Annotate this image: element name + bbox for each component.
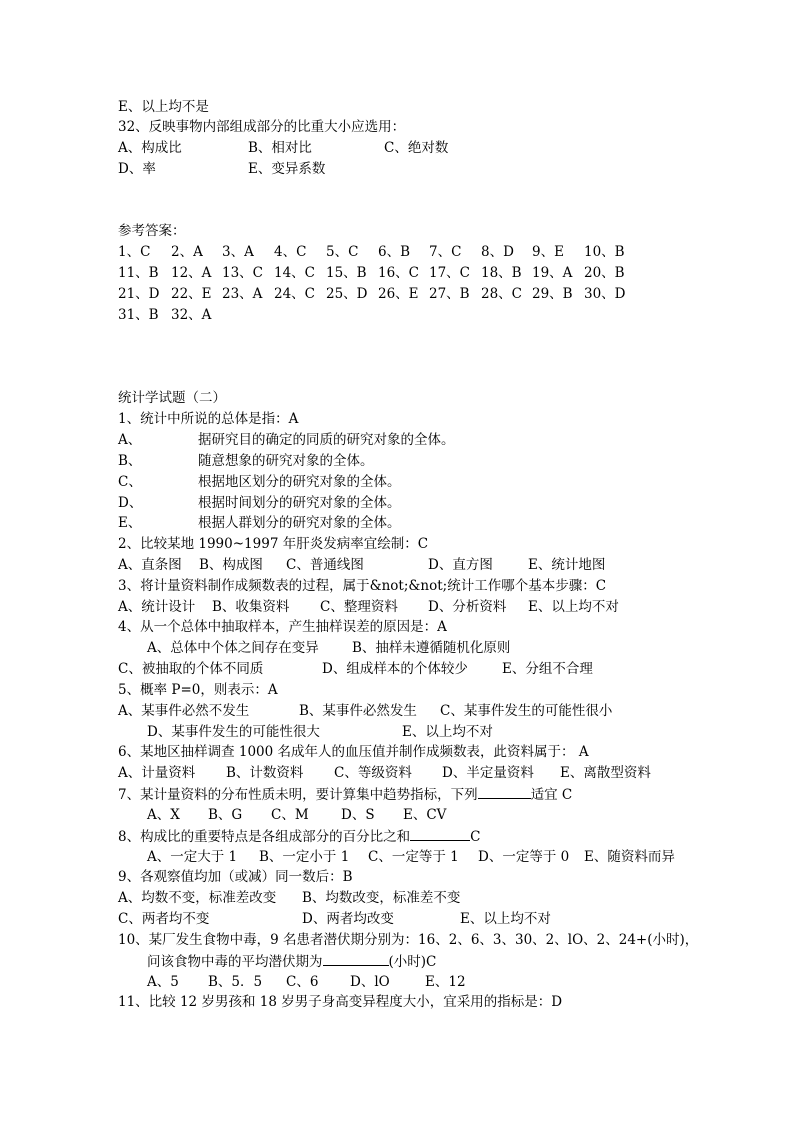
q10-option-b: B、5．5	[208, 974, 263, 990]
answer-item: 24、C	[274, 286, 316, 302]
q10-options	[0, 972, 794, 992]
answer-item: 23、A	[222, 286, 263, 302]
q2-option-a: A、直条图	[118, 557, 182, 573]
answers-heading: 参考答案：	[118, 223, 186, 239]
answer-item: 9、E	[532, 244, 564, 260]
answer-item: 29、B	[532, 286, 573, 302]
q7-stem	[118, 784, 572, 804]
q2-option-b: B、构成图	[199, 557, 263, 573]
answer-blank	[478, 784, 531, 799]
q8-option-c: C、一定等于 1	[368, 849, 459, 865]
option-letter: A、	[118, 432, 142, 448]
prev-option-e: E、以上均不是	[118, 99, 209, 115]
answer-item: 16、C	[378, 265, 420, 281]
answer-item: 10、B	[584, 244, 625, 260]
q3-option-e: E、以上均不对	[528, 599, 619, 615]
q32-stem: 32、反映事物内部组成部分的比重大小应选用：	[118, 119, 406, 135]
answer-item: 19、A	[532, 265, 573, 281]
q7-option-e: E、CV	[403, 807, 447, 823]
q3-option-c: C、整理资料	[320, 599, 398, 615]
q6-option-b: B、计数资料	[226, 765, 304, 781]
q2-option-c: C、普通线图	[286, 557, 364, 573]
answer-item: 8、D	[481, 244, 514, 260]
option-letter: E、	[118, 515, 142, 531]
option-letter: C、	[118, 474, 142, 490]
q4-options-row2	[0, 659, 794, 679]
q9-options-row1	[0, 888, 794, 908]
q8-options	[0, 847, 794, 867]
answers-row-2	[0, 263, 794, 283]
q7-option-a: A、X	[147, 807, 180, 823]
q9-option-b: B、均数改变，标准差不变	[302, 890, 461, 906]
q5-options-row1	[0, 701, 794, 721]
q9-option-c: C、两者均不变	[118, 911, 210, 927]
q10-stem2-text: 问该食物中毒的平均潜伏期为	[147, 954, 323, 970]
q4-option-b: B、抽样未遵循随机化原则	[352, 640, 511, 656]
q32-options-row1	[0, 138, 794, 158]
q5-option-a: A、某事件必然不发生	[118, 703, 250, 719]
q10-stem2-suffix: (小时)C	[388, 954, 437, 970]
q7-option-b: B、G	[208, 807, 243, 823]
q2-option-e: E、统计地图	[528, 557, 606, 573]
answer-item: 32、A	[171, 307, 212, 323]
answer-item: 6、B	[378, 244, 411, 260]
q2-option-d: D、直方图	[428, 557, 493, 573]
answer-item: 7、C	[429, 244, 462, 260]
q6-option-c: C、等级资料	[334, 765, 412, 781]
q32-option-e: E、变异系数	[248, 161, 326, 177]
answer-item: 12、A	[171, 265, 212, 281]
q8-option-d: D、一定等于 0	[478, 849, 570, 865]
q8-option-a: A、一定大于 1	[147, 849, 238, 865]
option-text: 根据地区划分的研究对象的全体。	[198, 474, 401, 490]
q4-stem: 4、从一个总体中抽取样本，产生抽样误差的原因是：A	[118, 619, 447, 635]
q32-option-b: B、相对比	[248, 140, 312, 156]
q4-option-d: D、组成样本的个体较少	[322, 661, 468, 677]
q5-options-row2	[0, 722, 794, 742]
answers-row-3	[0, 284, 794, 304]
q32-options-row2	[0, 159, 794, 179]
q10-stem-line2	[147, 951, 436, 971]
q6-option-d: D、半定量资料	[442, 765, 534, 781]
q6-options	[0, 763, 794, 783]
answer-item: 14、C	[274, 265, 316, 281]
answer-item: 26、E	[378, 286, 419, 302]
q3-option-d: D、分析资料	[428, 599, 507, 615]
q5-option-e: E、以上均不对	[402, 724, 493, 740]
q7-option-c: C、M	[271, 807, 309, 823]
answers-row-1	[0, 242, 794, 262]
answer-item: 4、C	[274, 244, 307, 260]
q32-option-a: A、构成比	[118, 140, 182, 156]
q32-option-c: C、绝对数	[384, 140, 449, 156]
q3-options	[0, 597, 794, 617]
option-letter: D、	[118, 495, 143, 511]
q5-option-d: D、某事件发生的可能性很大	[147, 724, 320, 740]
answer-item: 2、A	[171, 244, 203, 260]
option-letter: B、	[118, 453, 142, 469]
answer-item: 21、D	[118, 286, 160, 302]
q8-stem	[118, 826, 480, 846]
q10-stem: 10、某厂发生食物中毒，9 名患者潜伏期分别为：16、2、6、3、30、2、lO、2、24+(小时)，	[118, 932, 699, 948]
q4-option-e: E、分组不合理	[502, 661, 593, 677]
answer-item: 31、B	[118, 307, 159, 323]
q4-option-a: A、总体中个体之间存在变异	[147, 640, 319, 656]
answer-item: 25、D	[326, 286, 368, 302]
q11-stem: 11、比较 12 岁男孩和 18 岁男子身高变异程度大小，宜采用的指标是：D	[118, 994, 563, 1010]
q5-option-b: B、某事件必然发生	[299, 703, 417, 719]
q2-stem: 2、比较某地 1990~1997 年肝炎发病率宜绘制：C	[118, 536, 429, 552]
q4-options-row1	[0, 638, 794, 658]
q3-stem: 3、将计量资料制作成频数表的过程，属于&not;&not;统计工作哪个基本步骤：C	[118, 578, 607, 594]
q10-option-e: E、12	[425, 974, 466, 990]
answer-item: 13、C	[222, 265, 264, 281]
option-text: 随意想象的研究对象的全体。	[198, 453, 374, 469]
q5-stem: 5、概率 P=0，则表示：A	[118, 682, 278, 698]
answer-item: 30、D	[584, 286, 626, 302]
q9-stem: 9、各观察值均加（或减）同一数后：B	[118, 869, 353, 885]
q5-option-c: C、某事件发生的可能性很小	[440, 703, 613, 719]
answer-item: 27、B	[429, 286, 470, 302]
q1-option-a	[0, 430, 794, 450]
q10-option-c: C、6	[286, 974, 319, 990]
answer-item: 11、B	[118, 265, 159, 281]
q1-option-c	[0, 472, 794, 492]
answer-item: 5、C	[326, 244, 359, 260]
answer-item: 17、C	[429, 265, 471, 281]
q9-option-d: D、两者均改变	[302, 911, 394, 927]
answer-item: 18、B	[481, 265, 522, 281]
q1-option-d	[0, 493, 794, 513]
q1-option-b	[0, 451, 794, 471]
answers-row-4	[0, 305, 794, 325]
answer-item: 15、B	[326, 265, 367, 281]
q10-option-d: D、lO	[350, 974, 390, 990]
exam2-title: 统计学试题（二）	[118, 390, 226, 406]
q6-option-e: E、离散型资料	[560, 765, 651, 781]
q7-stem-text: 7、某计量资料的分布性质未明，要计算集中趋势指标，下列	[118, 787, 478, 803]
q7-option-d: D、S	[341, 807, 375, 823]
answer-blank	[323, 951, 389, 966]
option-text: 据研究目的确定的同质的研究对象的全体。	[198, 432, 455, 448]
q9-option-e: E、以上均不对	[460, 911, 551, 927]
q3-option-b: B、收集资料	[212, 599, 290, 615]
q7-options	[0, 805, 794, 825]
option-text: 根据时间划分的研究对象的全体。	[198, 495, 401, 511]
q8-stem-suffix: C	[470, 829, 481, 845]
q8-option-e: E、随资料而异	[584, 849, 675, 865]
q6-stem: 6、某地区抽样调查 1000 名成年人的血压值并制作成频数表，此资料属于： A	[118, 744, 589, 760]
q6-option-a: A、计量资料	[118, 765, 196, 781]
answer-blank	[410, 826, 470, 841]
q1-option-e	[0, 513, 794, 533]
q3-option-a: A、统计设计	[118, 599, 196, 615]
q8-stem-text: 8、构成比的重要特点是各组成部分的百分比之和	[118, 829, 411, 845]
q2-options	[0, 555, 794, 575]
answer-item: 3、A	[222, 244, 254, 260]
answer-item: 20、B	[584, 265, 625, 281]
answer-item: 22、E	[171, 286, 212, 302]
answer-item: 28、C	[481, 286, 523, 302]
q10-option-a: A、5	[147, 974, 179, 990]
q1-stem: 1、统计中所说的总体是指：A	[118, 411, 299, 427]
q32-option-d: D、率	[118, 161, 156, 177]
option-text: 根据人群划分的研究对象的全体。	[198, 515, 401, 531]
q9-options-row2	[0, 909, 794, 929]
q8-option-b: B、一定小于 1	[259, 849, 350, 865]
q4-option-c: C、被抽取的个体不同质	[118, 661, 264, 677]
answer-item: 1、C	[118, 244, 151, 260]
q9-option-a: A、均数不变，标准差改变	[118, 890, 277, 906]
q7-stem-suffix: 适宜 C	[530, 787, 573, 803]
